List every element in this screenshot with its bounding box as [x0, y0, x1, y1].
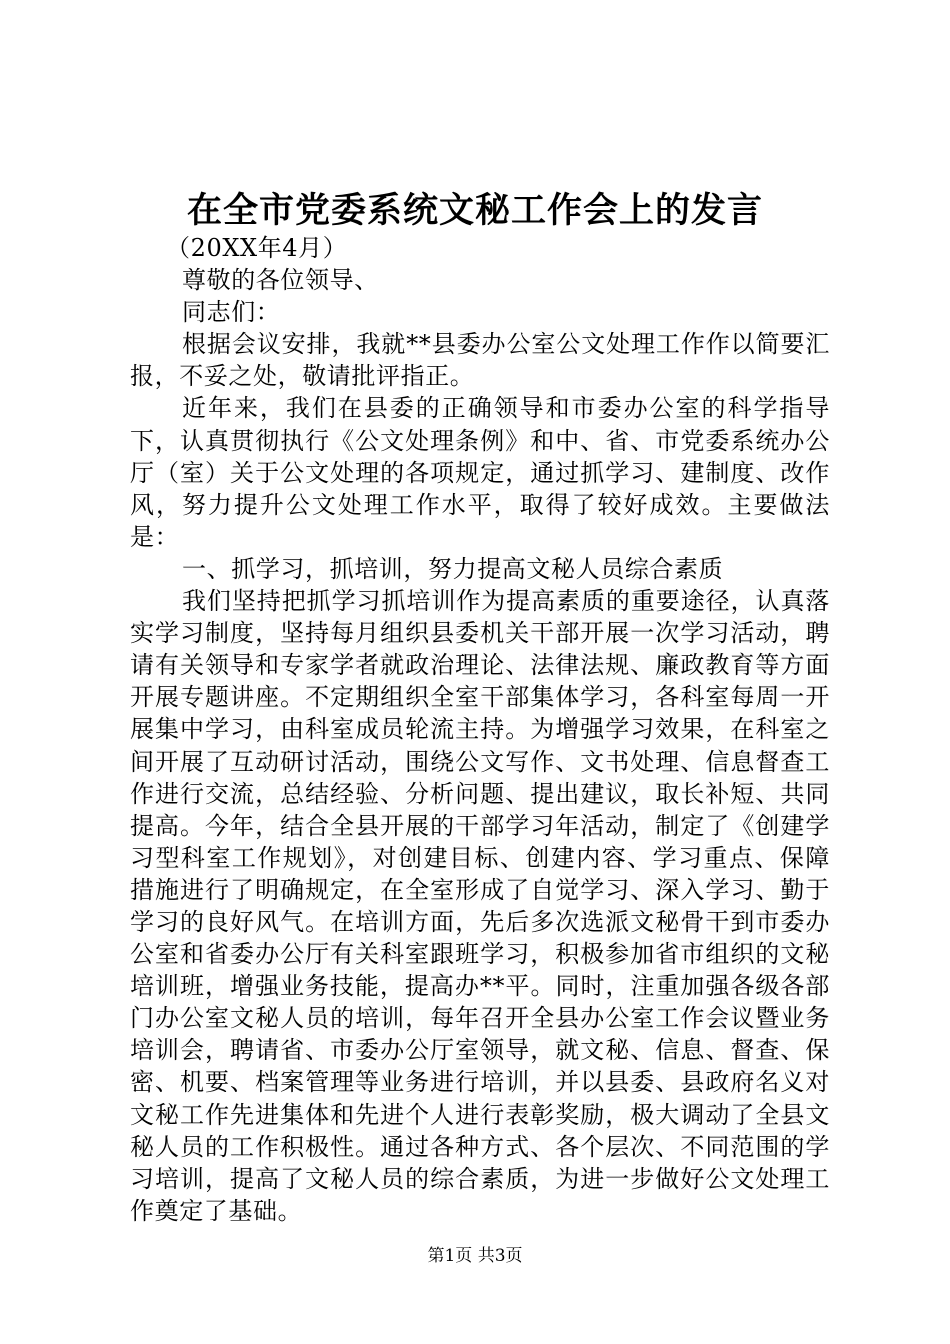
body-paragraph: 我们坚持把抓学习抓培训作为提高素质的重要途径，认真落实学习制度，坚持每月组织县委机关干部开展一次学习活动，聘请有关领导和专家学者就政治理论、法律法规、廉政教育等方面开展专题讲座。不定期组织全室干部集体学习，各科室每周一开展集中学习，由科室成员轮流主持。为增强学习效果，在科室之间开展了互动研讨活动，围绕公文写作、文书处理、信息督查工作进行交流，总结经验、分析问题、提出建议，取长补短、共同提高。今年，结合全县开展的干部学习年活动，制定了《创建学习型科室工作规划》，对创建目标、创建内容、学习重点、保障措施进行了明确规定，在全室形成了自觉学习、深入学习、勤于学习的良好风气。在培训方面，先后多次选派文秘骨干到市委办公室和省委办公厅有关科室跟班学习，积极参加省市组织的文秘培训班，增强业务技能，提高办**平。同时，注重加强各级各部门办公室文秘人员的培训，每年召开全县办公室工作会议暨业务培训会，聘请省、市委办公厅室领导，就文秘、信息、督查、保密、机要、档案管理等业务进行培训，并以县委、县政府名义对文秘工作先进集体和先进个人进行表彰奖励，极大调动了全县文秘人员的工作积极性。通过各种方式、各个层次、不同范围的学习培训，提高了文秘人员的综合素质，为进一步做好公文处理工作奠定了基础。	[130, 587, 830, 1225]
page-number-footer: 第1页 共3页	[427, 1246, 523, 1266]
salutation-line: 同志们：	[182, 298, 281, 327]
document-title: 在全市党委系统文秘工作会上的发言	[186, 190, 763, 231]
document-body	[130, 232, 830, 1227]
body-paragraph: 根据会议安排，我就**县委办公室公文处理工作作以简要汇报，不妥之处，敬请批评指正。	[130, 330, 830, 391]
salutation-line: 尊敬的各位领导、	[182, 266, 379, 295]
section-heading: 一、抓学习，抓培训，努力提高文秘人员综合素质	[182, 554, 724, 583]
body-paragraph: 近年来，我们在县委的正确领导和市委办公室的科学指导下，认真贯彻执行《公文处理条例》和中、省、市党委系统办公厅（室）关于公文处理的各项规定，通过抓学习、建制度、改作风，努力提升公文处理工作水平，取得了较好成效。主要做法是：	[130, 394, 830, 551]
date-line: （20XX年4月）	[166, 234, 348, 262]
